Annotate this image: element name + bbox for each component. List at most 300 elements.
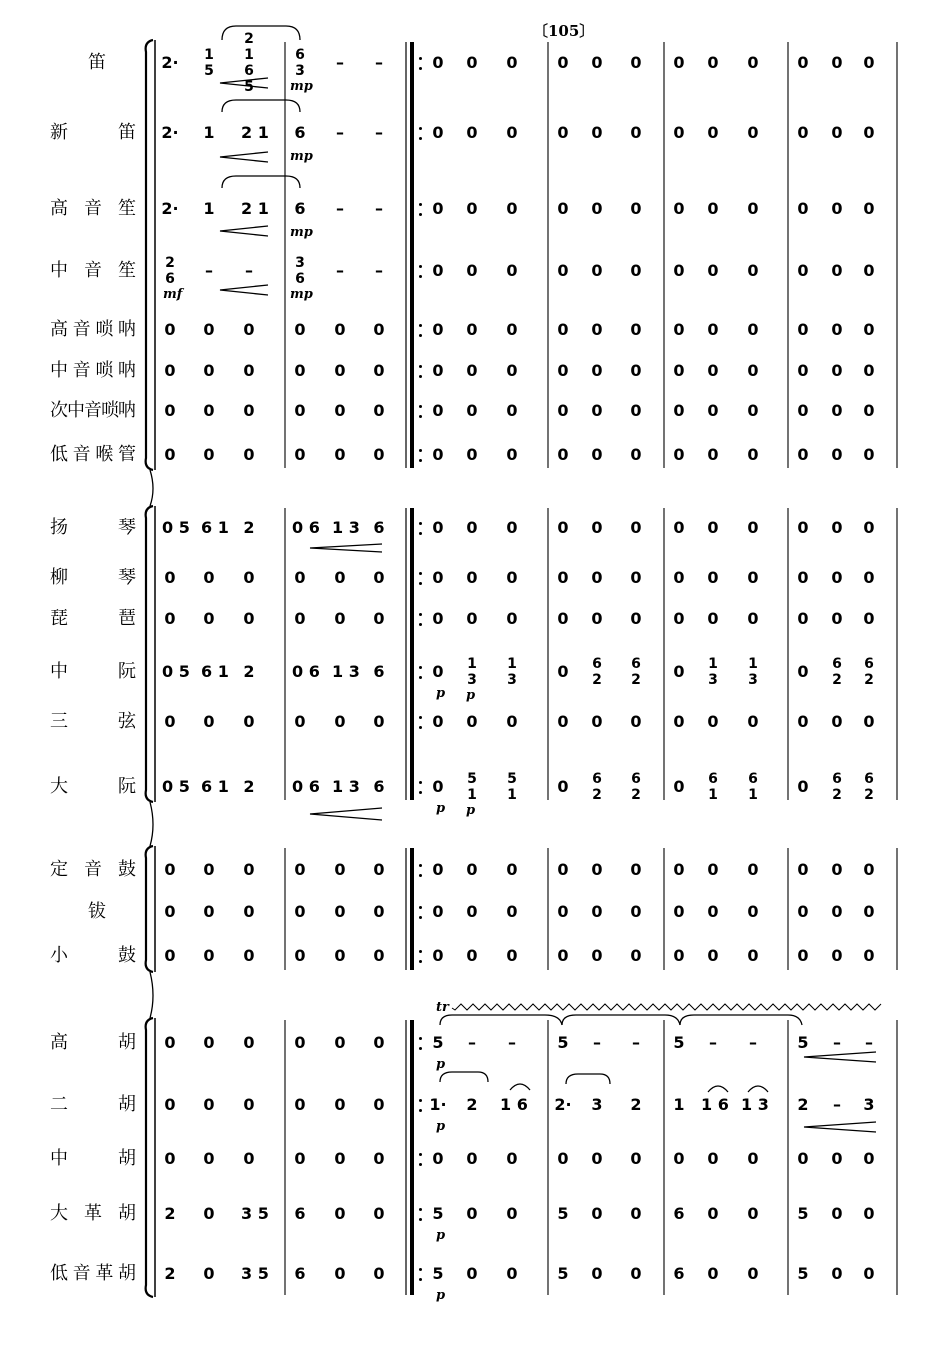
note: 0 bbox=[334, 320, 346, 339]
note: 0 bbox=[831, 1204, 843, 1223]
dynamic-marking: mp bbox=[290, 287, 313, 302]
note: 0 bbox=[591, 518, 603, 537]
note: 0 bbox=[506, 1204, 518, 1223]
note: 0 bbox=[591, 401, 603, 420]
note: 0 bbox=[557, 712, 569, 731]
note: 6 bbox=[294, 199, 306, 218]
crescendo-hairpin bbox=[804, 1052, 876, 1062]
note: 0 bbox=[630, 902, 642, 921]
tie bbox=[562, 1015, 680, 1025]
note: 0 bbox=[591, 1149, 603, 1168]
note: – bbox=[632, 1033, 640, 1052]
repeat-dot bbox=[419, 57, 422, 60]
note: 0 bbox=[591, 860, 603, 879]
note: 0 bbox=[243, 902, 255, 921]
instrument-label: 中 音 唢 呐 bbox=[50, 360, 136, 381]
note: 0 bbox=[831, 518, 843, 537]
slur bbox=[708, 1086, 728, 1092]
note: – bbox=[336, 199, 344, 218]
note: 0 bbox=[203, 860, 215, 879]
chord: 1 3 bbox=[708, 656, 718, 688]
note: – bbox=[205, 261, 213, 280]
repeat-dot bbox=[419, 405, 422, 408]
note: 0 bbox=[466, 320, 478, 339]
note: 0 bbox=[831, 1264, 843, 1283]
note: 0 bbox=[747, 1149, 759, 1168]
note: 0 bbox=[863, 1149, 875, 1168]
note: 0 bbox=[797, 445, 809, 464]
note: 0 bbox=[747, 401, 759, 420]
repeat-dot bbox=[419, 864, 422, 867]
note: 0 bbox=[432, 445, 444, 464]
note: 0 bbox=[164, 445, 176, 464]
note: 0 bbox=[164, 860, 176, 879]
note: 0 bbox=[334, 401, 346, 420]
note: 0 bbox=[164, 320, 176, 339]
instrument-label: 高 胡 bbox=[50, 1032, 136, 1053]
note: 0 bbox=[203, 401, 215, 420]
repeat-dot bbox=[419, 906, 422, 909]
note: 0 bbox=[203, 361, 215, 380]
note: – bbox=[336, 261, 344, 280]
note: 2· bbox=[161, 123, 179, 142]
note: 0 bbox=[831, 902, 843, 921]
decrescendo-hairpin bbox=[310, 808, 382, 820]
note: 0 bbox=[863, 199, 875, 218]
note: 0 bbox=[707, 261, 719, 280]
instrument-label: 小 鼓 bbox=[50, 945, 136, 966]
note: 0 bbox=[334, 361, 346, 380]
note: 0 bbox=[591, 946, 603, 965]
repeat-dot bbox=[419, 781, 422, 784]
repeat-dot bbox=[419, 874, 422, 877]
instrument-label: 中 胡 bbox=[50, 1148, 136, 1169]
note: – bbox=[508, 1033, 516, 1052]
note: 5 bbox=[557, 1264, 569, 1283]
note: 0 bbox=[243, 946, 255, 965]
dynamic-marking: p bbox=[436, 1119, 446, 1134]
note: 0 bbox=[591, 320, 603, 339]
note: 0 bbox=[243, 568, 255, 587]
note: 0 bbox=[707, 1204, 719, 1223]
note: 0 bbox=[797, 518, 809, 537]
repeat-dot bbox=[419, 582, 422, 585]
note: 0 bbox=[164, 401, 176, 420]
note: 0 bbox=[797, 1149, 809, 1168]
note: 0 bbox=[673, 568, 685, 587]
note: 0 bbox=[294, 712, 306, 731]
note: 0 bbox=[707, 1149, 719, 1168]
note: 0 bbox=[797, 123, 809, 142]
note: 0 bbox=[203, 712, 215, 731]
note: 0 bbox=[707, 568, 719, 587]
note: 0 bbox=[863, 320, 875, 339]
note: 0 bbox=[334, 1264, 346, 1283]
note: 0 bbox=[432, 518, 444, 537]
chord: 6 1 bbox=[748, 771, 758, 803]
note: 0 bbox=[294, 946, 306, 965]
note: 5 bbox=[797, 1204, 809, 1223]
note: 0 bbox=[466, 609, 478, 628]
chord: 2 1 6 5 bbox=[244, 31, 254, 95]
note: 2 bbox=[243, 662, 255, 681]
note: 0 6 bbox=[292, 662, 320, 681]
note: 0 bbox=[707, 401, 719, 420]
note: 0 bbox=[203, 1095, 215, 1114]
repeat-dot bbox=[419, 1268, 422, 1271]
note: 1 6 bbox=[500, 1095, 528, 1114]
instrument-label: 中 阮 bbox=[50, 661, 136, 682]
note: 0 bbox=[506, 361, 518, 380]
note: 0 bbox=[243, 1149, 255, 1168]
note: 0 bbox=[673, 902, 685, 921]
note: 0 bbox=[466, 902, 478, 921]
note: 1 3 bbox=[741, 1095, 769, 1114]
repeat-dot bbox=[419, 449, 422, 452]
note: 0 bbox=[243, 401, 255, 420]
note: 0 bbox=[373, 1149, 385, 1168]
instrument-label: 新 笛 bbox=[50, 122, 136, 143]
note: 0 bbox=[432, 712, 444, 731]
note: 0 bbox=[557, 401, 569, 420]
note: 0 bbox=[466, 123, 478, 142]
note: 6 bbox=[373, 777, 385, 796]
instrument-label: 扬 琴 bbox=[50, 517, 136, 538]
note: 0 bbox=[373, 401, 385, 420]
note: 0 bbox=[203, 1264, 215, 1283]
note: 0 bbox=[506, 261, 518, 280]
note: 0 bbox=[557, 320, 569, 339]
note: 0 bbox=[506, 860, 518, 879]
note: 0 5 bbox=[162, 777, 190, 796]
chord: 2 6 bbox=[165, 255, 175, 287]
decrescendo-hairpin bbox=[220, 285, 268, 295]
group-connector bbox=[150, 972, 153, 1018]
note: 0 bbox=[797, 261, 809, 280]
note: 0 bbox=[591, 199, 603, 218]
note: 0 bbox=[747, 361, 759, 380]
note: 0 bbox=[243, 712, 255, 731]
repeat-dot bbox=[419, 666, 422, 669]
note: 0 bbox=[831, 401, 843, 420]
slur bbox=[510, 1084, 530, 1090]
note: 0 6 bbox=[292, 777, 320, 796]
note: 0 bbox=[557, 946, 569, 965]
note: 0 bbox=[557, 199, 569, 218]
note: 0 bbox=[243, 361, 255, 380]
instrument-label: 大 革 胡 bbox=[50, 1203, 136, 1224]
note: 0 bbox=[797, 777, 809, 796]
note: 2 1 bbox=[241, 123, 269, 142]
note: – bbox=[709, 1033, 717, 1052]
note: 0 bbox=[863, 445, 875, 464]
chord: 5 1 bbox=[507, 771, 517, 803]
chord: 6 2 bbox=[592, 656, 602, 688]
note: 0 bbox=[506, 445, 518, 464]
note: 0 bbox=[466, 199, 478, 218]
note: 0 bbox=[630, 518, 642, 537]
note: 2 bbox=[243, 518, 255, 537]
note: 0 bbox=[373, 1095, 385, 1114]
trill-marking: tr bbox=[436, 1000, 449, 1015]
repeat-dot bbox=[419, 1099, 422, 1102]
note: 0 bbox=[203, 902, 215, 921]
note: 5 bbox=[797, 1033, 809, 1052]
note: – bbox=[468, 1033, 476, 1052]
note: 0 bbox=[863, 518, 875, 537]
note: 0 bbox=[294, 401, 306, 420]
note: 2· bbox=[161, 199, 179, 218]
note: 0 bbox=[863, 123, 875, 142]
decrescendo-hairpin bbox=[310, 544, 382, 552]
chord: 6 2 bbox=[631, 656, 641, 688]
note: 2 bbox=[466, 1095, 478, 1114]
chord: 1 3 bbox=[467, 656, 477, 688]
note: – bbox=[375, 261, 383, 280]
note: 0 bbox=[373, 860, 385, 879]
repeat-dot bbox=[419, 572, 422, 575]
note: 0 bbox=[747, 568, 759, 587]
note: 0 bbox=[863, 902, 875, 921]
dynamic-marking: mp bbox=[290, 149, 313, 164]
repeat-dot bbox=[419, 960, 422, 963]
note: 0 bbox=[466, 860, 478, 879]
note: 0 bbox=[673, 518, 685, 537]
note: 0 bbox=[747, 53, 759, 72]
note: 1 bbox=[673, 1095, 685, 1114]
note: 0 bbox=[506, 123, 518, 142]
note: 2· bbox=[161, 53, 179, 72]
note: 0 bbox=[432, 123, 444, 142]
note: 0 bbox=[506, 1149, 518, 1168]
note: 0 bbox=[707, 199, 719, 218]
note: 0 bbox=[591, 1204, 603, 1223]
instrument-label: 大 阮 bbox=[50, 776, 136, 797]
chord: 6 2 bbox=[864, 656, 874, 688]
note: 0 bbox=[466, 261, 478, 280]
note: 0 bbox=[373, 1033, 385, 1052]
note: 0 bbox=[673, 123, 685, 142]
repeat-dot bbox=[419, 1208, 422, 1211]
group-connector bbox=[150, 470, 153, 506]
note: 0 bbox=[831, 123, 843, 142]
tie bbox=[440, 1015, 562, 1025]
instrument-label: 琵 琶 bbox=[50, 608, 136, 629]
note: 0 bbox=[747, 860, 759, 879]
note: 0 bbox=[243, 1033, 255, 1052]
note: 0 bbox=[673, 946, 685, 965]
note: 0 bbox=[630, 53, 642, 72]
note: 0 bbox=[630, 320, 642, 339]
note: 5 bbox=[797, 1264, 809, 1283]
trill-wave bbox=[452, 1004, 881, 1010]
dynamic-marking: p bbox=[436, 686, 446, 701]
note: 0 bbox=[334, 445, 346, 464]
chord: 5 1 bbox=[467, 771, 477, 803]
note: 6 bbox=[673, 1204, 685, 1223]
note: 0 bbox=[630, 401, 642, 420]
note: 3 bbox=[591, 1095, 603, 1114]
note: 0 bbox=[630, 609, 642, 628]
note: 0 bbox=[557, 53, 569, 72]
group-bracket bbox=[146, 1018, 153, 1297]
note: 0 bbox=[203, 946, 215, 965]
repeat-dot bbox=[419, 726, 422, 729]
note: 0 bbox=[294, 1033, 306, 1052]
note: 0 bbox=[243, 320, 255, 339]
repeat-dot bbox=[419, 916, 422, 919]
note: 0 bbox=[373, 946, 385, 965]
note: 0 bbox=[506, 1264, 518, 1283]
note: 0 bbox=[591, 53, 603, 72]
note: 0 bbox=[831, 361, 843, 380]
repeat-dot bbox=[419, 213, 422, 216]
note: 0 bbox=[747, 199, 759, 218]
note: 0 bbox=[334, 712, 346, 731]
note: 3 5 bbox=[241, 1204, 269, 1223]
note: 0 bbox=[673, 361, 685, 380]
note: 0 bbox=[863, 568, 875, 587]
note: 0 bbox=[630, 199, 642, 218]
note: 5 bbox=[432, 1204, 444, 1223]
note: 0 bbox=[557, 662, 569, 681]
note: 0 bbox=[373, 609, 385, 628]
group-bracket bbox=[146, 846, 153, 972]
slur bbox=[440, 1072, 488, 1082]
note: 0 bbox=[203, 609, 215, 628]
note: 0 bbox=[673, 53, 685, 72]
note: 0 bbox=[557, 1149, 569, 1168]
note: 0 bbox=[557, 568, 569, 587]
chord: 6 1 bbox=[708, 771, 718, 803]
note: 0 bbox=[334, 1149, 346, 1168]
note: 0 bbox=[432, 609, 444, 628]
note: 0 bbox=[747, 902, 759, 921]
dynamic-marking: p bbox=[466, 688, 476, 703]
repeat-dot bbox=[419, 265, 422, 268]
note: 0 bbox=[630, 712, 642, 731]
repeat-dot bbox=[419, 1218, 422, 1221]
note: 0 bbox=[707, 860, 719, 879]
note: 0 bbox=[243, 1095, 255, 1114]
note: 0 bbox=[591, 609, 603, 628]
note: 0 bbox=[432, 261, 444, 280]
note: 0 bbox=[557, 261, 569, 280]
note: 0 bbox=[673, 662, 685, 681]
note: 0 bbox=[863, 261, 875, 280]
note: 2 bbox=[164, 1264, 176, 1283]
tie bbox=[680, 1015, 802, 1025]
note: – bbox=[593, 1033, 601, 1052]
note: 0 bbox=[432, 1149, 444, 1168]
note: 0 bbox=[831, 320, 843, 339]
note: 0 bbox=[673, 712, 685, 731]
chord: 6 2 bbox=[592, 771, 602, 803]
dynamic-marking: p bbox=[436, 1228, 446, 1243]
note: 0 bbox=[707, 445, 719, 464]
note: 0 bbox=[373, 568, 385, 587]
note: 0 bbox=[466, 53, 478, 72]
note: 0 bbox=[506, 946, 518, 965]
note: 0 bbox=[334, 902, 346, 921]
chord: 6 2 bbox=[832, 771, 842, 803]
note: – bbox=[749, 1033, 757, 1052]
slur bbox=[566, 1074, 610, 1084]
note: 0 bbox=[466, 712, 478, 731]
repeat-dot bbox=[419, 275, 422, 278]
note: 0 bbox=[466, 568, 478, 587]
note: 0 bbox=[203, 1204, 215, 1223]
rehearsal-mark: 〔105〕 bbox=[533, 22, 595, 40]
note: 0 bbox=[164, 712, 176, 731]
note: 0 bbox=[863, 53, 875, 72]
repeat-dot bbox=[419, 522, 422, 525]
chord: 3 6 bbox=[295, 255, 305, 287]
note: 2 bbox=[164, 1204, 176, 1223]
instrument-label: 高 音 唢 呐 bbox=[50, 319, 136, 340]
note: 0 bbox=[294, 1095, 306, 1114]
dynamic-marking: p bbox=[436, 801, 446, 816]
note: 0 bbox=[432, 199, 444, 218]
note: 0 bbox=[432, 662, 444, 681]
note: 0 bbox=[506, 401, 518, 420]
dynamic-marking: p bbox=[436, 1057, 446, 1072]
chord: 6 2 bbox=[631, 771, 641, 803]
instrument-label: 二 胡 bbox=[50, 1094, 136, 1115]
note: 0 bbox=[831, 568, 843, 587]
note: 0 bbox=[831, 609, 843, 628]
note: 0 bbox=[334, 946, 346, 965]
note: 0 bbox=[243, 860, 255, 879]
repeat-dot bbox=[419, 334, 422, 337]
note: 0 bbox=[557, 777, 569, 796]
note: 0 bbox=[466, 1204, 478, 1223]
note: 0 bbox=[673, 199, 685, 218]
note: 6 bbox=[373, 518, 385, 537]
note: – bbox=[375, 53, 383, 72]
note: 0 bbox=[506, 518, 518, 537]
note: 0 bbox=[630, 860, 642, 879]
note: 0 bbox=[630, 1264, 642, 1283]
note: 0 bbox=[334, 1033, 346, 1052]
note: 0 bbox=[294, 860, 306, 879]
note: 0 bbox=[863, 1264, 875, 1283]
note: 0 bbox=[747, 1204, 759, 1223]
note: 0 bbox=[831, 1149, 843, 1168]
repeat-dot bbox=[419, 1047, 422, 1050]
note: 0 bbox=[863, 860, 875, 879]
note: 3 bbox=[863, 1095, 875, 1114]
note: 0 bbox=[831, 199, 843, 218]
instrument-label: 高 音 笙 bbox=[50, 198, 136, 219]
note: 1 3 bbox=[332, 662, 360, 681]
note: 0 bbox=[863, 609, 875, 628]
note: 0 bbox=[797, 320, 809, 339]
note: 2· bbox=[554, 1095, 572, 1114]
note: 0 5 bbox=[162, 518, 190, 537]
note: 0 bbox=[630, 445, 642, 464]
note: 0 bbox=[707, 361, 719, 380]
note: 0 bbox=[707, 902, 719, 921]
note: 0 bbox=[466, 946, 478, 965]
note: 6 1 bbox=[201, 777, 229, 796]
note: 5 bbox=[432, 1264, 444, 1283]
note: 0 bbox=[294, 361, 306, 380]
note: 0 bbox=[673, 401, 685, 420]
note: 0 bbox=[591, 1264, 603, 1283]
note: 0 bbox=[630, 361, 642, 380]
note: 0 bbox=[294, 1149, 306, 1168]
